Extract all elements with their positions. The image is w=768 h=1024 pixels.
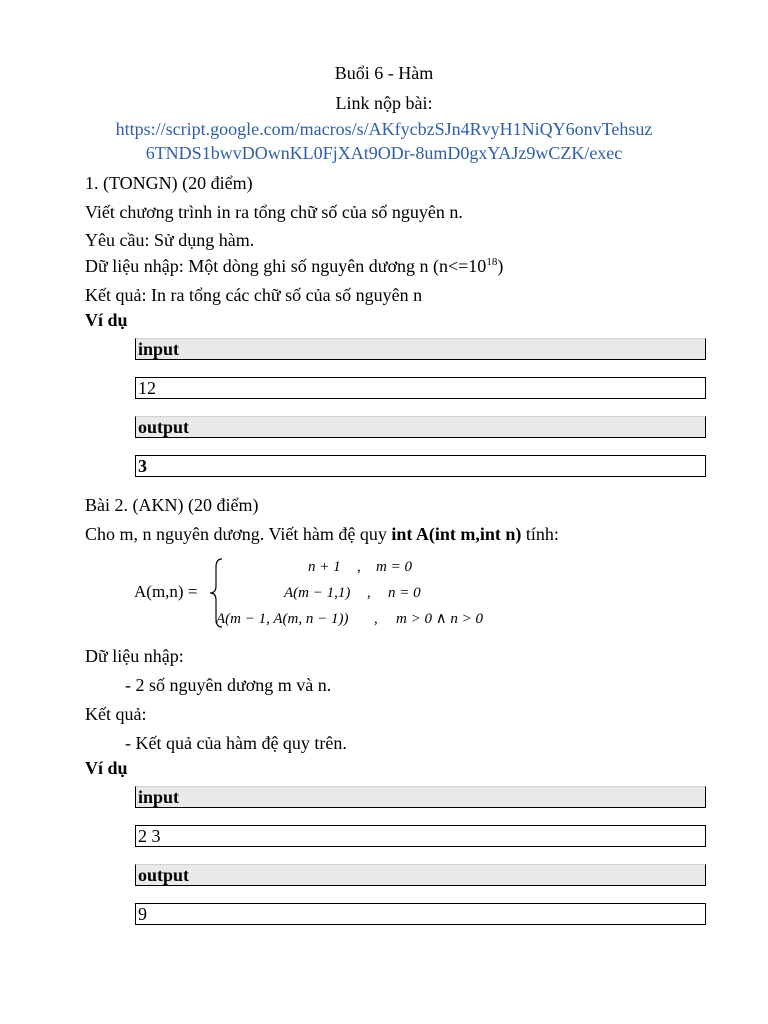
problem2-function-signature: int A(int m,int n) xyxy=(391,524,522,544)
problem2-heading: Bài 2. (AKN) (20 điểm) xyxy=(85,495,259,515)
problem1-exponent: 18 xyxy=(486,256,498,268)
problem2-desc-end: tính: xyxy=(521,524,559,544)
problem1-heading: 1. (TONGN) (20 điểm) xyxy=(85,173,253,193)
problem1-input-spec-close: ) xyxy=(497,256,504,276)
problem1-requirement: Yêu cầu: Sử dụng hàm. xyxy=(85,230,255,250)
formula-case2-cond: n = 0 xyxy=(388,585,421,601)
problem1-output-value: 3 xyxy=(135,455,706,477)
formula-case3-cond: m > 0 ∧ n > 0 xyxy=(396,611,484,627)
problem2-description xyxy=(85,523,559,545)
problem1-input-header: input xyxy=(135,338,706,360)
problem2-output-value: 9 xyxy=(135,903,706,925)
problem1-input-spec xyxy=(85,255,503,277)
formula-case3-comma: , xyxy=(374,611,378,627)
formula-case1-comma: , xyxy=(357,559,361,575)
problem2-input-header: input xyxy=(135,786,706,808)
problem1-output-spec: Kết quả: In ra tổng các chữ số của số nguyên n xyxy=(85,285,423,305)
problem2-input-desc: - 2 số nguyên dương m và n. xyxy=(125,675,332,695)
formula-svg xyxy=(130,553,500,633)
ackermann-formula xyxy=(130,553,500,633)
problem2-desc-text: Cho m, n nguyên dương. Viết hàm đệ quy xyxy=(85,524,392,544)
problem2-output-desc: - Kết quả của hàm đệ quy trên. xyxy=(125,733,347,753)
formula-case1-expr: n + 1 xyxy=(308,559,341,575)
problem1-input-spec-text: Dữ liệu nhập: Một dòng ghi số nguyên dương n (n<=10 xyxy=(85,256,487,276)
problem2-example-label: Ví dụ xyxy=(85,758,128,778)
formula-lhs: A(m,n) = xyxy=(134,582,198,601)
formula-case2-expr: A(m − 1,1) xyxy=(284,585,351,601)
page-title: Buổi 6 - Hàm xyxy=(334,63,434,83)
problem2-input-value: 2 3 xyxy=(135,825,706,847)
submit-link-label: Link nộp bài: xyxy=(335,93,433,113)
problem1-description: Viết chương trình in ra tổng chữ số của số nguyên n. xyxy=(85,202,463,222)
formula-case1-cond: m = 0 xyxy=(376,559,412,575)
problem1-input-value: 12 xyxy=(135,377,706,399)
problem2-output-header: output xyxy=(135,864,706,886)
problem1-example-label: Ví dụ xyxy=(85,310,128,330)
problem2-input-heading: Dữ liệu nhập: xyxy=(85,646,184,666)
problem2-output-heading: Kết quả: xyxy=(85,704,147,724)
formula-case3-expr: A(m − 1, A(m, n − 1)) xyxy=(216,611,349,627)
problem1-output-header: output xyxy=(135,416,706,438)
submit-link-line2[interactable]: 6TNDS1bwvDOwnKL0FjXAt9ODr-8umD0gxYAJz9wCZK/exec xyxy=(145,143,623,163)
submit-link-line1[interactable]: https://script.google.com/macros/s/AKfycbzSJn4RvyH1NiQY6onvTehsuz xyxy=(115,119,653,139)
formula-case2-comma: , xyxy=(367,585,371,601)
